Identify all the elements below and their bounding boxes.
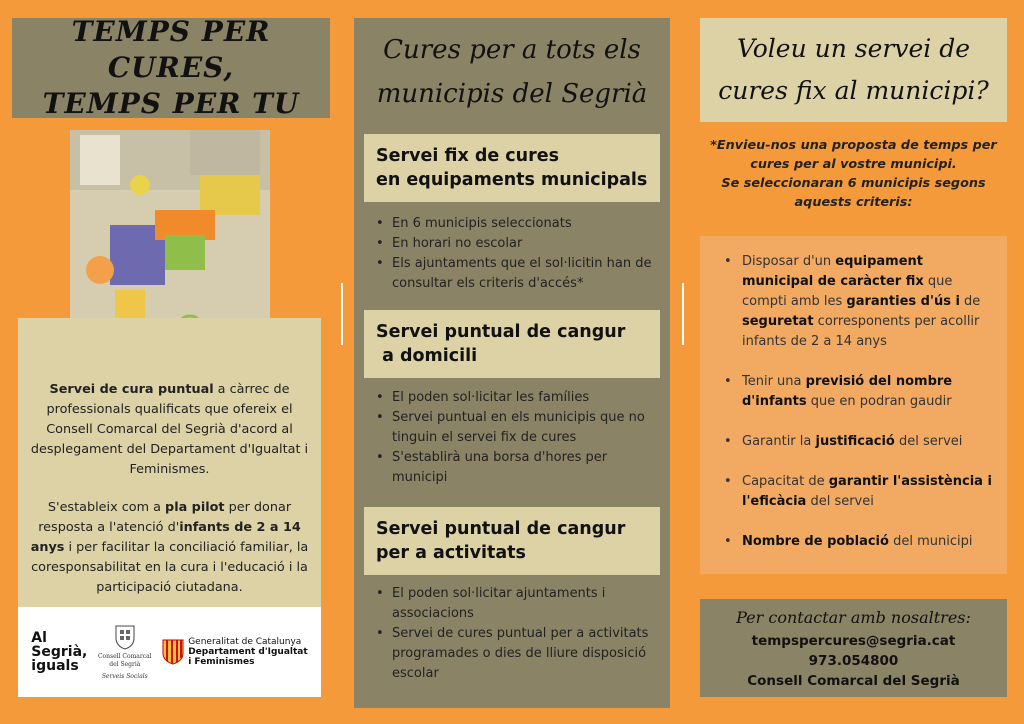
al-segria-iguals-logo xyxy=(31,631,87,673)
senyera-icon xyxy=(162,639,184,665)
criteria-list xyxy=(720,252,993,552)
list-item: • Servei puntual en els municipis que no tinguin el servei fix de cures xyxy=(374,408,660,448)
consell-comarcal-logo xyxy=(98,624,152,681)
services-title xyxy=(354,28,670,116)
list-item: • En horari no escolar xyxy=(374,234,660,254)
list-item xyxy=(720,432,993,452)
intro-p1-rest: a càrrec de professionals qualificats que ofereix el Consell Comarcal del Segrià d'acord al desplegament del Departament d'Igualtat i Feminismes. xyxy=(30,382,309,477)
crit-0-g: corresponents per acollir infants de 2 a 14 anys xyxy=(742,314,980,349)
contact-box xyxy=(700,599,1007,697)
logos-strip xyxy=(18,607,321,697)
intro-p2-b: pla pilot xyxy=(165,500,225,515)
list-item xyxy=(720,252,993,352)
service-activities-heading xyxy=(364,507,660,575)
cc-logo-l3: Serveis Socials xyxy=(101,672,148,680)
proposal-intro xyxy=(700,136,1007,212)
intro-p1-bold: Servei de cura puntual xyxy=(49,382,214,397)
service-activities-head-l2: per a activitats xyxy=(376,543,526,563)
intro-text-box xyxy=(18,318,321,608)
service-fixed-list xyxy=(374,214,660,294)
crit-4-c: del municipi xyxy=(888,534,973,549)
divider-right xyxy=(682,283,684,345)
fixed-service-title-line2: cures fix al municipi? xyxy=(718,76,989,105)
service-activities-head-l1: Servei puntual de cangur xyxy=(376,519,626,539)
crit-0-b: equipament municipal de caràcter fix xyxy=(742,254,924,289)
crit-0-a: Disposar d'un xyxy=(742,254,836,269)
al-segria-logo-l2: Segrià, xyxy=(31,644,88,660)
service-activities-list xyxy=(374,584,660,684)
intro-p2-d: infants de 2 a 14 anys xyxy=(30,520,301,555)
list-item: • Servei de cures puntual per a activitats programades o dies de lliure disposició escolar xyxy=(374,624,660,684)
crit-0-e: de xyxy=(959,294,981,309)
intro-p2-a: S'estableix com a xyxy=(47,500,166,515)
list-item: • Els ajuntaments que el sol·licitin han de consultar els criteris d'accés* xyxy=(374,254,660,294)
proposal-intro-l1: *Envieu-nos una proposta de temps per xyxy=(710,138,997,153)
al-segria-logo-l1: Al xyxy=(31,630,47,646)
service-fixed-heading xyxy=(364,134,660,202)
generalitat-logo xyxy=(162,637,307,667)
crit-4-b: Nombre de població xyxy=(742,534,889,549)
list-item: • El poden sol·licitar les famílies xyxy=(374,388,660,408)
list-item xyxy=(720,472,993,512)
crit-1-c: que en podran gaudir xyxy=(806,394,952,409)
coat-of-arms-icon xyxy=(114,624,136,650)
gen-logo-l1: Generalitat de Catalunya xyxy=(188,637,302,647)
list-item: • En 6 municipis seleccionats xyxy=(374,214,660,234)
service-fixed-head-l2: en equipaments municipals xyxy=(376,170,648,190)
crit-0-c: que compti amb les xyxy=(742,274,953,309)
intro-p2-e: i per facilitar la conciliació familiar, la coresponsabilitat en la cura i l'educació i la participació ciutadana. xyxy=(31,540,309,595)
main-title-line2: TEMPS PER TU xyxy=(42,87,300,120)
gen-logo-l3: i Feminismes xyxy=(188,657,255,667)
fixed-service-title-box xyxy=(700,18,1007,122)
crit-3-c: del servei xyxy=(806,494,874,509)
service-home-heading xyxy=(364,310,660,378)
proposal-intro-l3: Se seleccionaran 6 municipis segons xyxy=(721,176,986,191)
service-fixed-head-l1: Servei fix de cures xyxy=(376,146,560,166)
list-item xyxy=(720,532,993,552)
services-title-line2: municipis del Segrià xyxy=(376,79,648,109)
crit-0-d: garanties d'ús i xyxy=(846,294,960,309)
services-title-line1: Cures per a tots els xyxy=(383,35,641,65)
contact-organization: Consell Comarcal del Segrià xyxy=(747,673,960,689)
list-item: • S'establirà una borsa d'hores per municipi xyxy=(374,448,660,488)
list-item: • El poden sol·licitar ajuntaments i associacions xyxy=(374,584,660,624)
proposal-intro-l2: cures per al vostre municipi. xyxy=(750,157,957,172)
contact-heading: Per contactar amb nosaltres: xyxy=(736,608,971,627)
contact-phone[interactable]: 973.054800 xyxy=(808,653,899,669)
intro-p2-c: per donar resposta a l'atenció d' xyxy=(38,500,292,535)
crit-1-b: previsió del nombre d'infants xyxy=(742,374,953,409)
crit-1-a: Tenir una xyxy=(742,374,806,389)
list-item xyxy=(720,372,993,412)
crit-3-b: garantir l'assistència i l'eficàcia xyxy=(742,474,992,509)
al-segria-logo-l3: iguals xyxy=(31,658,79,674)
criteria-box xyxy=(700,236,1007,574)
contact-email-link[interactable]: tempspercures@segria.cat xyxy=(751,633,956,649)
cc-logo-l1: Consell Comarcal xyxy=(97,652,152,660)
main-title-line1: TEMPS PER CURES, xyxy=(71,15,271,84)
service-home-list xyxy=(374,388,660,488)
fixed-service-title-line1: Voleu un servei de xyxy=(736,34,971,63)
crit-3-a: Capacitat de xyxy=(742,474,829,489)
services-panel xyxy=(354,18,670,708)
service-home-head-l1: Servei puntual de cangur xyxy=(376,322,626,342)
gen-logo-l2: Departament d'Igualtat xyxy=(188,647,308,657)
service-home-head-l2: a domicili xyxy=(376,346,478,366)
crit-2-a: Garantir la xyxy=(742,434,816,449)
divider-left xyxy=(341,283,343,345)
crit-0-f: seguretat xyxy=(742,314,814,329)
intro-paragraph-2 xyxy=(28,498,311,598)
intro-paragraph-1 xyxy=(28,380,311,480)
main-title-box xyxy=(12,15,330,120)
proposal-intro-l4: aquests criteris: xyxy=(794,195,913,210)
crit-2-c: del servei xyxy=(894,434,963,449)
crit-2-b: justificació xyxy=(815,434,895,449)
cc-logo-l2: del Segrià xyxy=(109,660,141,668)
